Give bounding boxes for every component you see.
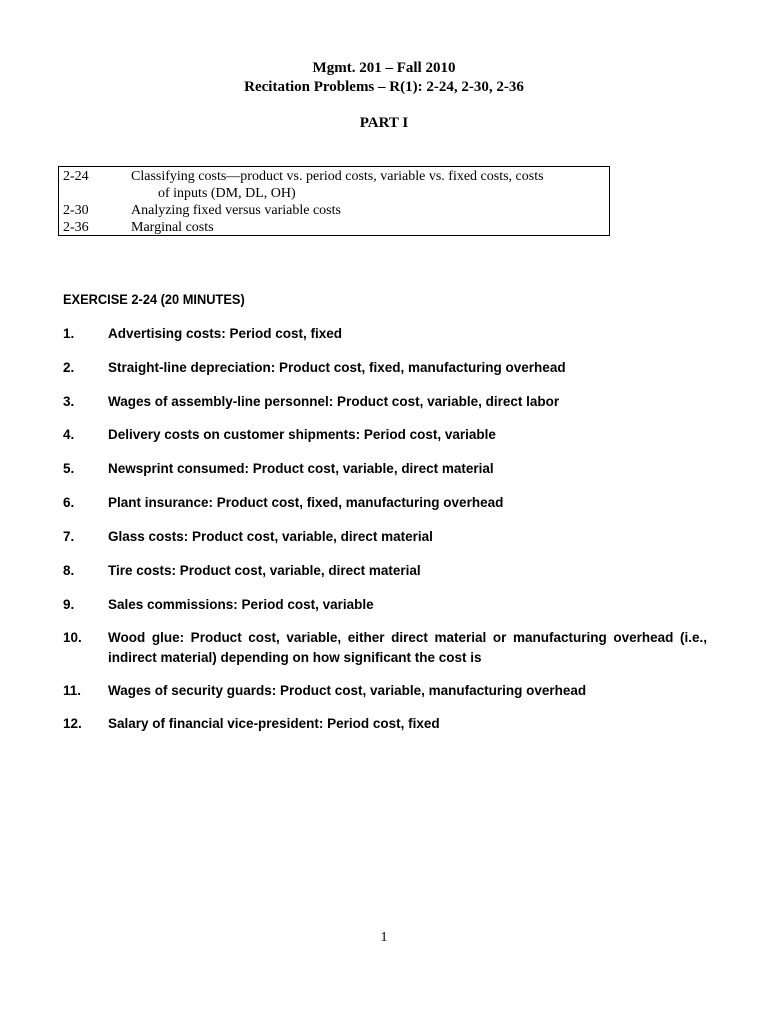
item-number: 10. — [63, 630, 82, 645]
list-item — [63, 392, 707, 412]
item-number: 1. — [63, 326, 75, 341]
item-text: Wood glue: Product cost, variable, either direct material or manufacturing overhead (i.e., indirect material) depending on how significant the cost is — [108, 630, 707, 665]
item-text: Tire costs: Product cost, variable, direct material — [108, 563, 421, 578]
item-number: 2. — [63, 360, 75, 375]
page-number: 1 — [380, 930, 388, 945]
item-text: Glass costs: Product cost, variable, direct material — [108, 529, 433, 544]
item-number: 8. — [63, 563, 75, 578]
recitation-subtitle: Recitation Problems – R(1): 2-24, 2-30, 2-36 — [244, 79, 524, 95]
item-text: Wages of assembly-line personnel: Product cost, variable, direct labor — [108, 394, 560, 409]
topic-description: Marginal costs — [131, 220, 214, 235]
item-number: 12. — [63, 716, 82, 731]
list-item — [63, 324, 707, 344]
item-text: Delivery costs on customer shipments: Period cost, variable — [108, 427, 496, 442]
list-item — [63, 681, 707, 701]
item-text: Wages of security guards: Product cost, variable, manufacturing overhead — [108, 683, 587, 698]
list-item — [63, 527, 707, 547]
topic-code: 2-36 — [63, 220, 89, 235]
exercise-heading: EXERCISE 2-24 (20 MINUTES) — [63, 292, 245, 307]
item-number: 9. — [63, 597, 75, 612]
topic-description-line: Classifying costs—product vs. period costs, variable vs. fixed costs, costs — [131, 169, 544, 184]
topic-code: 2-24 — [63, 169, 89, 184]
item-number: 11. — [63, 683, 82, 698]
list-item — [63, 595, 707, 615]
item-text: Sales commissions: Period cost, variable — [108, 597, 374, 612]
topic-description-continuation: of inputs (DM, DL, OH) — [158, 186, 296, 201]
list-item — [63, 561, 707, 581]
list-item — [63, 493, 707, 513]
item-text: Newsprint consumed: Product cost, variable, direct material — [108, 461, 494, 476]
item-number: 7. — [63, 529, 75, 544]
topic-code: 2-30 — [63, 203, 89, 218]
item-text: Straight-line depreciation: Product cost, fixed, manufacturing overhead — [108, 360, 566, 375]
item-text: Advertising costs: Period cost, fixed — [108, 326, 343, 341]
list-item — [63, 714, 707, 734]
topic-description — [131, 168, 603, 202]
list-item — [63, 358, 707, 378]
part-heading: PART I — [359, 115, 409, 131]
item-number: 6. — [63, 495, 75, 510]
item-number: 3. — [63, 394, 75, 409]
item-number: 5. — [63, 461, 75, 476]
item-text: Plant insurance: Product cost, fixed, manufacturing overhead — [108, 495, 504, 510]
list-item — [63, 459, 707, 479]
topics-table — [58, 166, 610, 236]
list-item — [63, 628, 707, 668]
course-title: Mgmt. 201 – Fall 2010 — [312, 60, 456, 76]
topic-description: Analyzing fixed versus variable costs — [131, 203, 341, 218]
item-number: 4. — [63, 427, 75, 442]
list-item — [63, 425, 707, 445]
item-text: Salary of financial vice-president: Period cost, fixed — [108, 716, 440, 731]
